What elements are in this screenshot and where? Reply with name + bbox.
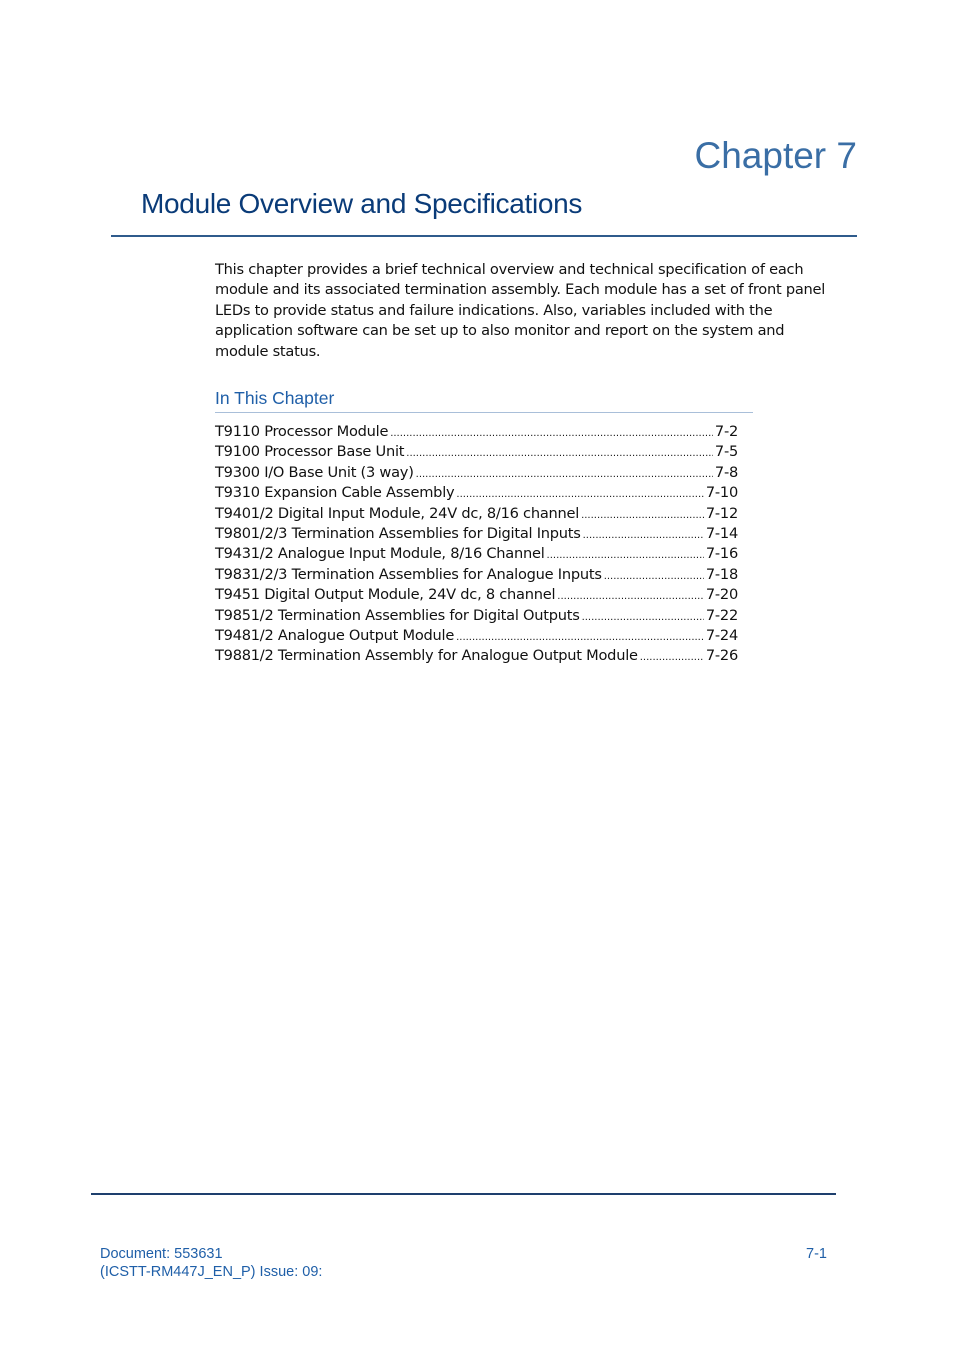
toc-entry-title: T9451 Digital Output Module, 24V dc, 8 channel [215,586,556,604]
toc-dot-leader [557,587,704,607]
toc-entry-page: 7-20 [705,586,738,604]
toc-entry-page: 7-12 [705,504,738,522]
toc-entry-page: 7-26 [705,647,738,665]
footer-document-info [100,1245,322,1281]
toc-entry-page: 7-16 [705,545,738,563]
toc-entry-t9110[interactable] [215,422,738,442]
table-of-contents [215,422,738,667]
footer-page-number: 7-1 [806,1246,827,1262]
toc-dot-leader [583,526,704,546]
toc-entry-page: 7-18 [705,565,738,583]
toc-entry-page: 7-22 [705,606,738,624]
toc-entry-title: T9110 Processor Module [215,423,389,440]
toc-entry-page: 7-10 [705,484,738,502]
in-this-chapter-heading: In This Chapter [215,388,335,408]
toc-dot-leader [416,465,713,485]
toc-entry-t9801[interactable] [215,524,738,544]
intro-line: application software can be set up to also monitor and report on the system and [215,322,785,340]
title-divider [111,235,857,237]
toc-dot-leader [640,648,704,668]
chapter-title: Module Overview and Specifications [141,188,583,219]
intro-line: LEDs to provide status and failure indications. Also, variables included with the [215,301,773,319]
toc-entry-title: T9851/2 Termination Assemblies for Digital Outputs [215,606,580,624]
toc-entry-title: T9481/2 Analogue Output Module [215,626,455,644]
toc-dot-leader [582,608,704,628]
toc-entry-title: T9401/2 Digital Input Module, 24V dc, 8/16 channel [215,504,580,522]
toc-entry-title: T9300 I/O Base Unit (3 way) [215,463,414,481]
toc-entry-title: T9831/2/3 Termination Assemblies for Analogue Inputs [215,565,602,583]
toc-dot-leader [581,506,704,526]
toc-entry-title: T9100 Processor Base Unit [215,443,405,461]
toc-dot-leader [456,628,704,648]
toc-entry-t9481[interactable] [215,626,738,646]
toc-entry-title: T9801/2/3 Termination Assemblies for Digital Inputs [215,524,581,542]
toc-entry-t9100[interactable] [215,442,738,462]
toc-entry-page: 7-5 [714,443,738,461]
intro-line: module and its associated termination assembly. Each module has a set of front panel [215,281,826,299]
toc-entry-t9431[interactable] [215,544,738,564]
toc-entry-t9851[interactable] [215,606,738,626]
toc-entry-t9310[interactable] [215,483,738,503]
intro-line: This chapter provides a brief technical overview and technical specification of each [215,261,804,278]
section-divider [215,412,753,413]
footer-document-number: Document: 553631 [100,1246,223,1262]
toc-entry-t9451[interactable] [215,585,738,605]
toc-entry-t9831[interactable] [215,565,738,585]
toc-entry-t9881[interactable] [215,646,738,666]
toc-entry-t9300[interactable] [215,463,738,483]
toc-entry-page: 7-8 [714,463,738,481]
chapter-number: Chapter 7 [694,135,857,176]
toc-entry-title: T9881/2 Termination Assembly for Analogue Output Module [215,647,638,665]
toc-dot-leader [547,546,704,566]
toc-entry-page: 7-14 [705,524,738,542]
toc-dot-leader [390,424,713,444]
toc-entry-title: T9431/2 Analogue Input Module, 8/16 Channel [215,545,545,563]
footer-issue: (ICSTT-RM447J_EN_P) Issue: 09: [100,1264,323,1280]
toc-entry-title: T9310 Expansion Cable Assembly [215,484,455,502]
intro-paragraph [215,260,835,362]
toc-dot-leader [604,567,704,587]
toc-entry-t9401[interactable] [215,504,738,524]
footer-divider [91,1193,836,1195]
toc-entry-page: 7-2 [714,423,738,440]
intro-line: module status. [215,342,321,360]
toc-dot-leader [456,485,703,505]
toc-entry-page: 7-24 [705,626,738,644]
toc-dot-leader [406,444,713,464]
